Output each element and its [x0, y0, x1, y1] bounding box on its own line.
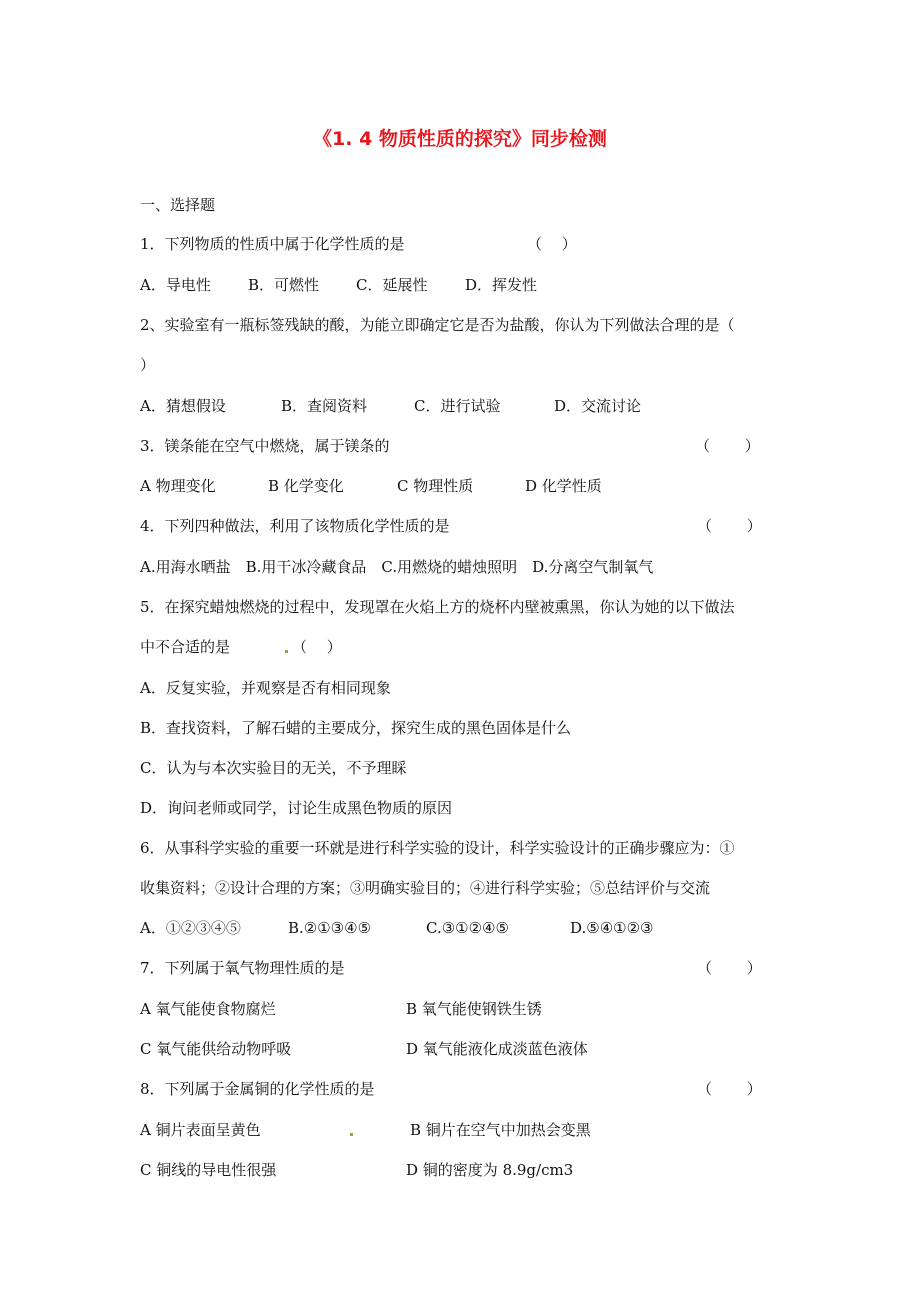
question-5-option-a: A．反复实验，并观察是否有相同现象 — [140, 679, 391, 697]
question-5-answer-paren: （ ） — [292, 638, 342, 656]
question-5-option-d: D．询问老师或同学，讨论生成黑色物质的原因 — [140, 799, 453, 817]
question-8-stem: 8．下列属于金属铜的化学性质的是 — [140, 1080, 375, 1098]
question-1-option-a: A．导电性 — [140, 276, 211, 294]
document-title: 《1. 4 物质性质的探究》同步检测 — [313, 128, 607, 150]
question-1-stem: 1．下列物质的性质中属于化学性质的是 — [140, 235, 405, 253]
question-3-option-d: D 化学性质 — [525, 477, 602, 495]
question-7-option-c: C 氧气能供给动物呼吸 — [140, 1040, 292, 1058]
question-1-option-d: D．挥发性 — [465, 276, 538, 294]
question-6-stem-line-2: 收集资料；②设计合理的方案；③明确实验目的；④进行科学实验；⑤总结评价与交流 — [140, 879, 711, 897]
question-7-answer-paren: （ ） — [697, 959, 762, 977]
question-2-option-c: C．进行试验 — [414, 397, 501, 415]
question-8-answer-paren: （ ） — [697, 1080, 762, 1098]
question-8-option-c: C 铜线的导电性很强 — [140, 1161, 277, 1179]
question-1-answer-paren: （ ） — [527, 235, 577, 253]
section-heading: 一、选择题 — [140, 196, 216, 214]
question-1-option-c: C．延展性 — [356, 276, 428, 294]
question-5-option-c: C．认为与本次实验目的无关，不予理睬 — [140, 759, 407, 777]
question-4-options: A.用海水晒盐 B.用干冰冷藏食品 C.用燃烧的蜡烛照明 D.分离空气制氧气 — [140, 558, 654, 576]
question-7-option-a: A 氧气能使食物腐烂 — [140, 1000, 276, 1018]
question-7-option-b: B 氧气能使钢铁生锈 — [406, 1000, 542, 1018]
question-3-option-a: A 物理变化 — [140, 477, 216, 495]
question-8-option-d: D 铜的密度为 8.9g/cm3 — [406, 1161, 574, 1179]
question-8-option-a: A 铜片表面呈黄色 — [140, 1121, 261, 1139]
question-5-stem-line-1: 5．在探究蜡烛燃烧的过程中，发现罩在火焰上方的烧杯内壁被熏黑，你认为她的以下做法 — [140, 598, 735, 616]
question-3-option-c: C 物理性质 — [397, 477, 474, 495]
question-3-option-b: B 化学变化 — [268, 477, 344, 495]
question-3-stem: 3．镁条能在空气中燃烧，属于镁条的 — [140, 437, 390, 455]
question-6-option-c: C.③①②④⑤ — [426, 919, 509, 937]
question-5-stem-line-2: 中不合适的是 — [140, 638, 231, 656]
question-2-stem-line-2: ） — [140, 356, 156, 374]
question-1-option-b: B．可燃性 — [248, 276, 320, 294]
question-8-option-b: B 铜片在空气中加热会变黑 — [410, 1121, 591, 1139]
question-6-stem-line-1: 6．从事科学实验的重要一环就是进行科学实验的设计，科学实验设计的正确步骤应为：① — [140, 839, 735, 857]
question-6-option-a: A．①②③④⑤ — [140, 919, 241, 937]
question-7-option-d: D 氧气能液化成淡蓝色液体 — [406, 1040, 588, 1058]
question-6-option-b: B.②①③④⑤ — [288, 919, 372, 937]
question-3-answer-paren: （ ） — [695, 437, 760, 455]
question-4-stem: 4．下列四种做法，利用了该物质化学性质的是 — [140, 517, 450, 535]
question-6-option-d: D.⑤④①②③ — [570, 919, 654, 937]
artifact-dot — [285, 650, 288, 653]
question-7-stem: 7．下列属于氧气物理性质的是 — [140, 959, 345, 977]
artifact-dot — [350, 1133, 353, 1136]
question-4-answer-paren: （ ） — [697, 517, 762, 535]
question-2-option-d: D．交流讨论 — [554, 397, 642, 415]
question-2-option-b: B．查阅资料 — [281, 397, 368, 415]
question-2-stem-line-1: 2、实验室有一瓶标签残缺的酸，为能立即确定它是否为盐酸，你认为下列做法合理的是（ — [140, 316, 735, 334]
question-5-option-b: B．查找资料，了解石蜡的主要成分，探究生成的黑色固体是什么 — [140, 719, 572, 737]
question-2-option-a: A．猜想假设 — [140, 397, 226, 415]
